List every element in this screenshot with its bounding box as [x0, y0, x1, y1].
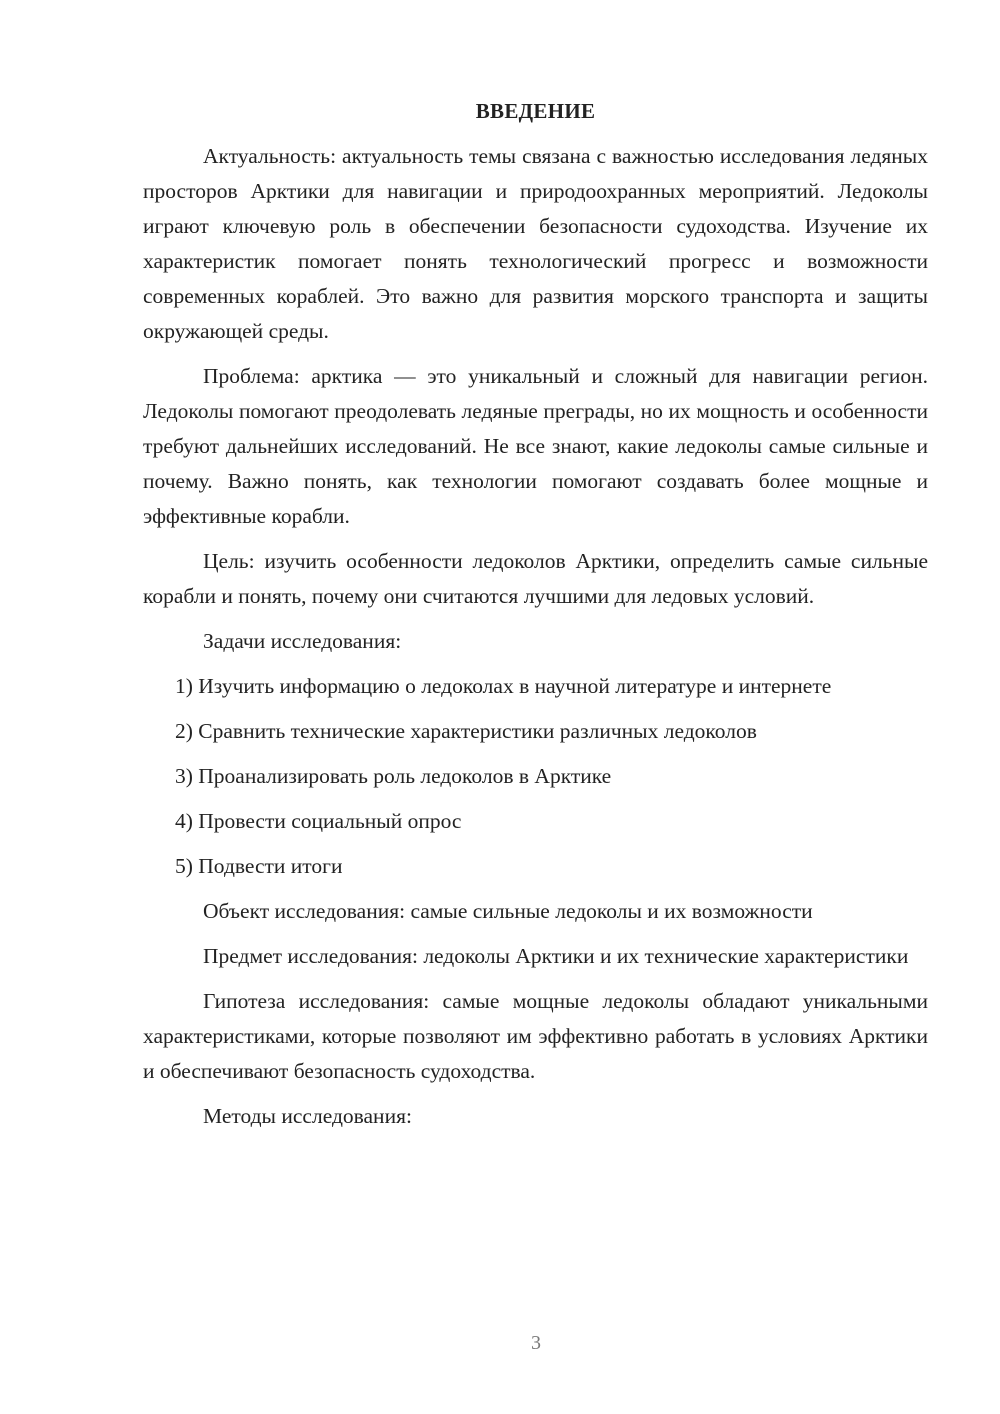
- list-item-task-3: 3) Проанализировать роль ледоколов в Арктике: [175, 764, 612, 788]
- section-heading: ВВЕДЕНИЕ: [475, 99, 596, 123]
- paragraph-object: Объект исследования: самые сильные ледоколы и их возможности: [203, 899, 813, 923]
- list-item-task-5: 5) Подвести итоги: [175, 854, 343, 878]
- paragraph-hypothesis: Гипотеза исследования: самые мощные ледоколы обладают уникальными характеристиками, которые позволяют им эффективно работать в условиях Арктики и обеспечивают безопасность судоходства.: [143, 989, 928, 1083]
- list-item-task-2: 2) Сравнить технические характеристики различных ледоколов: [175, 719, 757, 743]
- paragraph-problem: Проблема: арктика — это уникальный и сложный для навигации регион. Ледоколы помогают преодолевать ледяные преграды, но их мощность и особенности требуют дальнейших исследований. Не все знают, какие ледоколы самые сильные и почему. Важно понять, как технологии помогают создавать более мощные и эффективные корабли.: [143, 364, 928, 528]
- paragraph-goal: Цель: изучить особенности ледоколов Арктики, определить самые сильные корабли и понять, почему они считаются лучшими для ледовых условий.: [143, 549, 928, 608]
- list-item-task-1: 1) Изучить информацию о ледоколах в научной литературе и интернете: [175, 674, 832, 698]
- paragraph-relevance: Актуальность: актуальность темы связана с важностью исследования ледяных просторов Арктики для навигации и природоохранных мероприятий. Ледоколы играют ключевую роль в обеспечении безопасности судоходства. Изучение их характеристик помогает понять технологический прогресс и возможности современных кораблей. Это важно для развития морского транспорта и защиты окружающей среды.: [143, 144, 928, 343]
- paragraph-subject: Предмет исследования: ледоколы Арктики и их технические характеристики: [203, 944, 909, 968]
- paragraph-tasks-title: Задачи исследования:: [203, 629, 402, 653]
- paragraph-methods: Методы исследования:: [203, 1104, 412, 1128]
- page-number: 3: [531, 1332, 541, 1354]
- list-item-task-4: 4) Провести социальный опрос: [175, 809, 462, 833]
- document-page: [143, 94, 928, 1134]
